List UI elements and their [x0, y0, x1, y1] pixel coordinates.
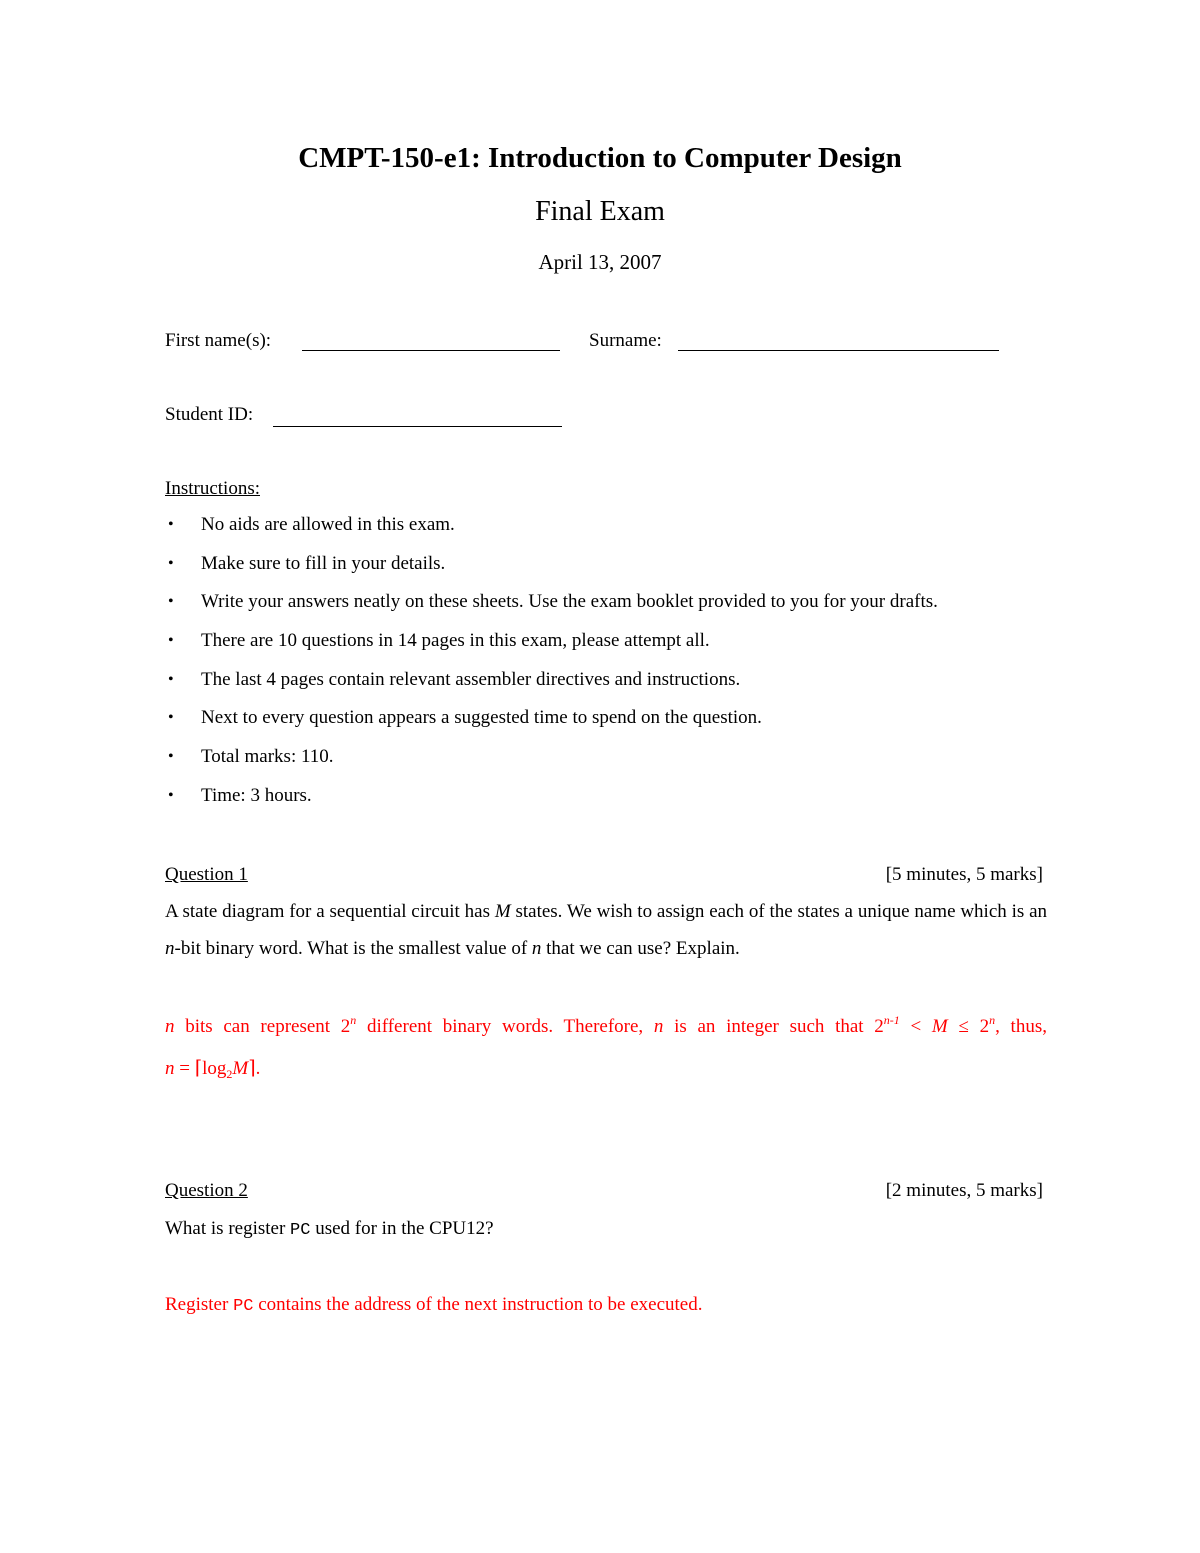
exam-title: CMPT-150-e1: Introduction to Computer Design — [298, 142, 902, 174]
first-name-label: First name(s): — [165, 330, 272, 351]
instruction-item: • The last 4 pages contain relevant assembler directives and instructions. — [168, 668, 741, 690]
surname-blank[interactable] — [678, 350, 999, 351]
question-1-answer-line-2: $n = ⌈\log_2M⌉$. — [165, 1058, 261, 1081]
instruction-item: • Next to every question appears a suggested time to spend on the question. — [168, 707, 762, 729]
instruction-item: • Make sure to fill in your details. — [168, 552, 446, 574]
bullet-icon: • — [168, 670, 174, 688]
instruction-item: • No aids are allowed in this exam. — [168, 514, 455, 535]
instruction-item: • Total marks: 110. — [168, 746, 334, 768]
question-1-answer-line-1: n bits can represent 2$^n$ different binary words. Therefore, n is an integer such that $2^{n-1} < M \le 2^n$, thus, — [165, 1013, 1047, 1037]
bullet-icon: • — [168, 786, 174, 804]
bullet-icon: • — [168, 709, 174, 727]
bullet-icon: • — [168, 593, 174, 611]
student-id-label: Student ID: — [165, 404, 254, 425]
exam-subtitle: Final Exam — [535, 196, 665, 227]
question-1-text: A state diagram for a sequential circuit has M states. We wish to assign each of the states a unique name which is an n-bit binary word. What is the smallest value of n that we can use? Explain. — [165, 901, 1048, 959]
instruction-item: • Time: 3 hours. — [168, 784, 312, 806]
question-1-header — [165, 864, 1043, 886]
instructions-list — [165, 513, 1065, 823]
bullet-icon: • — [168, 516, 174, 533]
question-2-header — [165, 1180, 1043, 1202]
question-2-answer: Register PC contains the address of the next instruction to be executed. — [165, 1294, 703, 1316]
student-id-blank[interactable] — [273, 426, 562, 427]
question-2-marks: [2 minutes, 5 marks] — [885, 1180, 1043, 1201]
question-2-title: Question 2 — [165, 1180, 248, 1201]
bullet-icon: • — [168, 632, 174, 650]
surname-label: Surname: — [589, 330, 662, 351]
bullet-icon: • — [168, 748, 174, 766]
question-1-title: Question 1 — [165, 864, 248, 885]
bullet-icon: • — [168, 554, 174, 572]
instructions-heading: Instructions: — [165, 478, 260, 499]
question-2-text: What is register PC used for in the CPU12? — [165, 1218, 494, 1240]
instruction-item: • There are 10 questions in 14 pages in this exam, please attempt all. — [168, 630, 710, 652]
exam-date: April 13, 2007 — [538, 250, 662, 274]
instruction-item: • Write your answers neatly on these sheets. Use the exam booklet provided to you for your drafts. — [168, 591, 938, 613]
question-1-marks: [5 minutes, 5 marks] — [885, 864, 1043, 885]
first-name-blank[interactable] — [302, 350, 560, 351]
